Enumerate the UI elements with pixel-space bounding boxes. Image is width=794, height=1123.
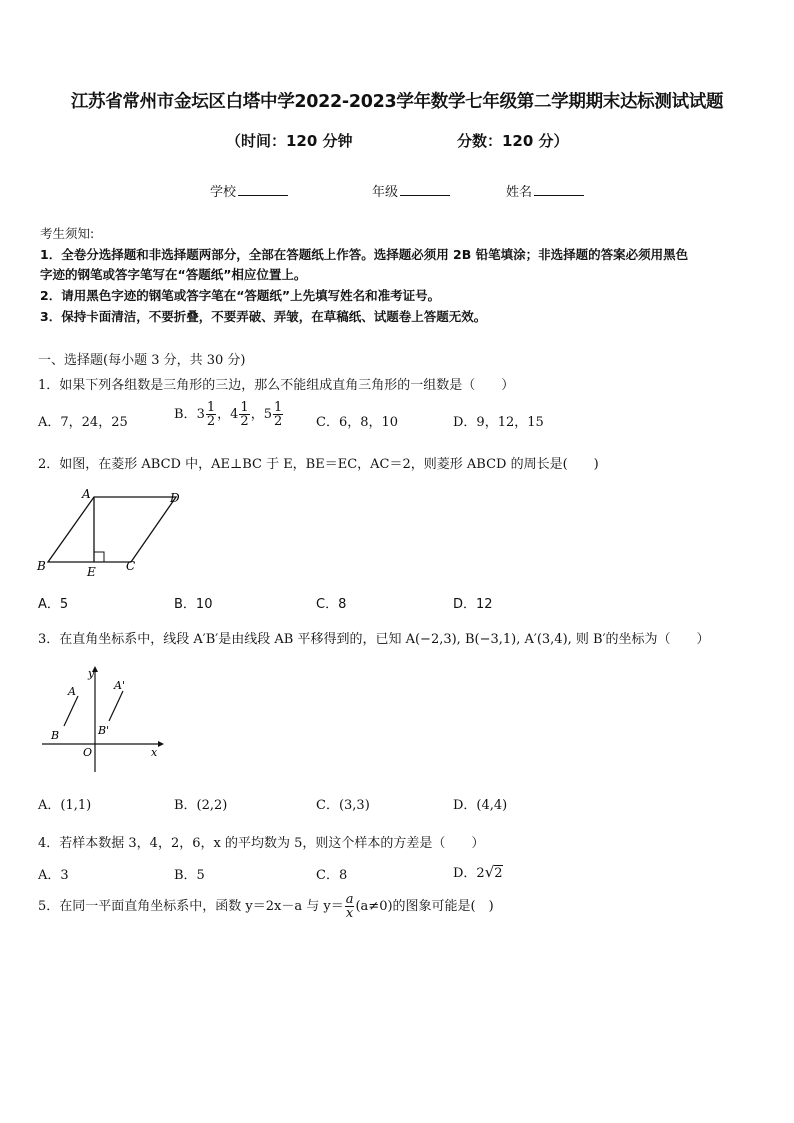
- label-o: O: [83, 746, 93, 759]
- q2-option-d: D．12: [453, 597, 493, 612]
- name-field: [506, 181, 584, 200]
- school-label: 学校: [210, 185, 237, 200]
- label-a: A: [68, 685, 76, 698]
- name-blank: [534, 183, 584, 196]
- label-y: y: [88, 667, 95, 680]
- q1-option-c: C．6，8，10: [316, 415, 399, 430]
- notes-heading: 考生须知:: [40, 226, 95, 241]
- sqrt-sign: √: [484, 863, 495, 881]
- q2-stem: 2．如图，在菱形 ABCD 中，AE⊥BC 于 E，BE＝EC，AC＝2，则菱形 ABCD 的周长是( ): [38, 457, 599, 472]
- label-c: C: [126, 559, 136, 573]
- q1-stem: 1．如果下列各组数是三角形的三边，那么不能组成直角三角形的一组数是（ ）: [38, 378, 515, 393]
- x-axis-arrow: [158, 741, 164, 747]
- school-field: [210, 181, 288, 200]
- q3-coordinate-figure: [38, 664, 168, 776]
- note-line-3: 2．请用黑色字迹的钢笔或答字笔在“答题纸”上先填写姓名和准考证号。: [40, 288, 441, 303]
- q4-option-a: A．3: [38, 868, 69, 883]
- label-d: D: [170, 491, 180, 505]
- label-a: A: [82, 487, 91, 501]
- q4-option-b: B．5: [174, 868, 205, 883]
- q4-option-c: C．8: [316, 868, 348, 883]
- note-line-2: 字迹的钢笔或答字笔写在“答题纸”相应位置上。: [40, 267, 307, 282]
- q3-option-d: D．(4,4): [453, 798, 508, 813]
- q5-stem: 5．在同一平面直角坐标系中，函数 y＝2x－a 与 y＝ $\frac{a}{x}$ (a≠0)的图象可能是( ): [38, 892, 494, 921]
- label-e: E: [87, 565, 96, 579]
- q3-stem: 3．在直角坐标系中，线段 A′B′是由线段 AB 平移得到的，已知 A(−2,3), B(−3,1), A′(3,4), 则 B′的坐标为（ ）: [38, 632, 710, 647]
- q2-option-b: B．10: [174, 597, 213, 612]
- label-b: B: [51, 729, 60, 742]
- q3-option-c: C．(3,3): [316, 798, 370, 813]
- rhombus-abcd: [48, 497, 176, 562]
- grade-field: [372, 181, 450, 200]
- section-heading: 一、选择题(每小题 3 分，共 30 分): [38, 353, 246, 368]
- q3-option-b: B．(2,2): [174, 798, 228, 813]
- exam-title: 江苏省常州市金坛区白塔中学2022-2023学年数学七年级第二学期期末达标测试试题: [70, 92, 724, 112]
- label-x: x: [151, 746, 158, 759]
- name-label: 姓名: [506, 185, 533, 200]
- note-line-1: 1．全卷分选择题和非选择题两部分，全部在答题纸上作答。选择题必须用 2B 铅笔填涂；非选择题的答案必须用黑色: [40, 247, 689, 262]
- grade-blank: [400, 183, 450, 196]
- score-label: 分数：120 分）: [457, 132, 569, 150]
- q2-option-c: C．8: [316, 597, 347, 612]
- segment-ab: [64, 696, 78, 726]
- time-label: （时间：120 分钟: [226, 132, 353, 150]
- grade-label: 年级: [372, 185, 399, 200]
- q4-option-d: D．2√2: [453, 863, 503, 881]
- note-line-4: 3．保持卡面清洁，不要折叠，不要弄破、弄皱，在草稿纸、试题卷上答题无效。: [40, 309, 487, 324]
- q1-option-d: D．9，12，15: [453, 415, 544, 430]
- q3-option-a: A．(1,1): [38, 798, 92, 813]
- q1-option-b: B．3 $\frac{1}{2}$ ，4 $\frac{1}{2}$ ，5 $\frac{1}{2}$: [174, 400, 283, 429]
- label-b: B: [37, 559, 46, 573]
- label-b-prime: B': [98, 724, 110, 737]
- school-blank: [238, 183, 288, 196]
- q1-option-a: A．7，24，25: [38, 415, 128, 430]
- label-a-prime: A': [114, 679, 125, 692]
- q4-stem: 4．若样本数据 3，4，2，6，x 的平均数为 5，则这个样本的方差是（ ）: [38, 836, 485, 851]
- segment-a-prime-b-prime: [109, 691, 123, 721]
- q2-rhombus-figure: [34, 484, 194, 580]
- q2-option-a: A．5: [38, 597, 69, 612]
- right-angle-mark: [94, 552, 104, 562]
